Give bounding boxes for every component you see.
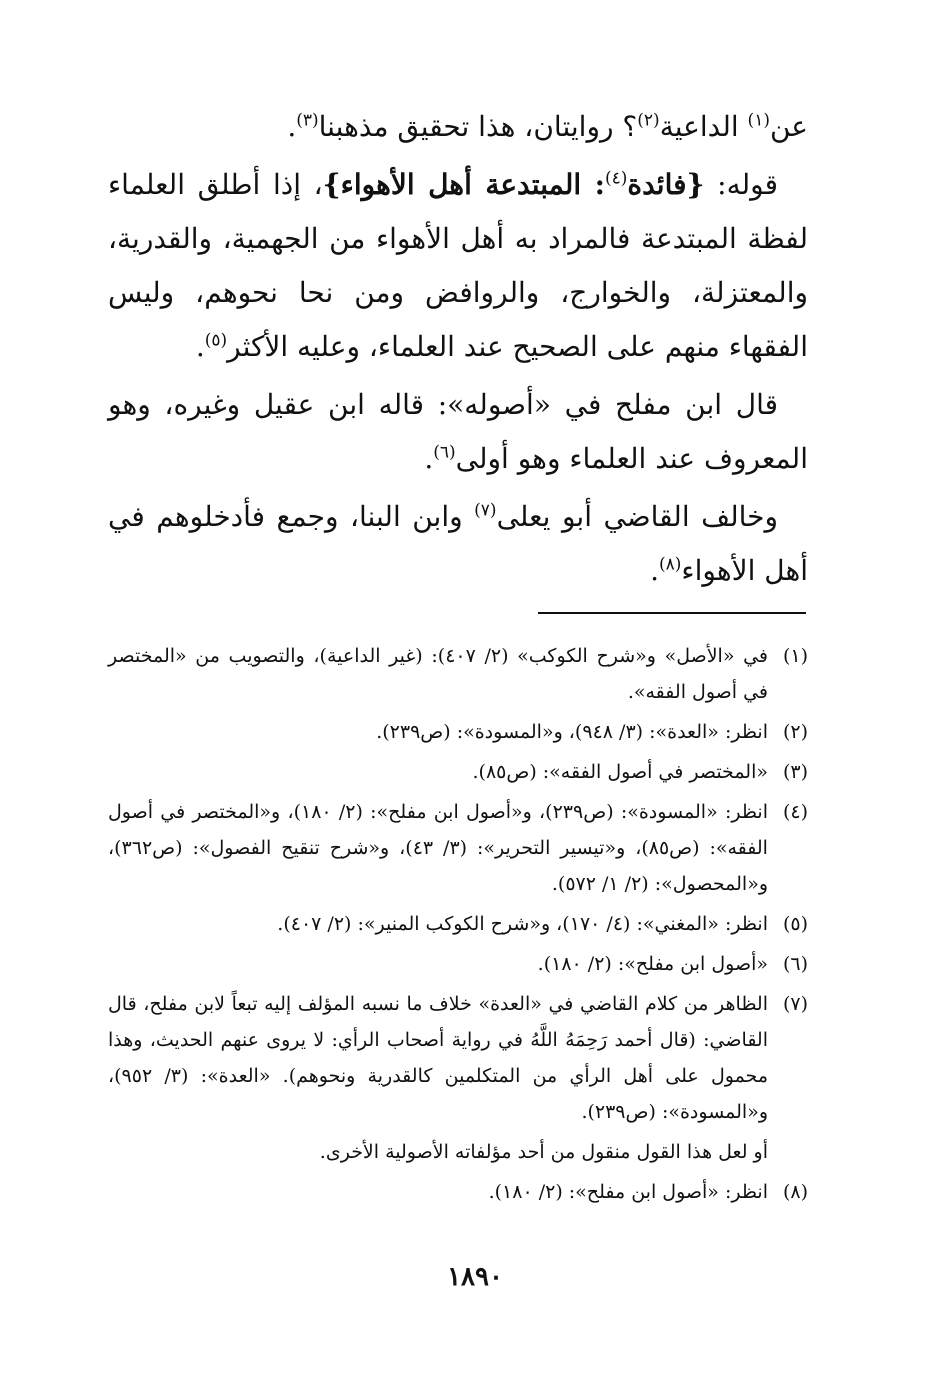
- footnote-separator: [538, 612, 806, 614]
- footnote-text: انظر: «المسودة»: (ص٢٣٩)، و«أصول ابن مفلح»: (٢/ ١٨٠)، و«المختصر في أصول الفقه»: (ص٨٥)، و«تيسير التحرير»: (٣/ ٤٣)، و«شرح تنقيح الفصول»: (ص٣٦٢)، و«المحصول»: (٢/ ١/ ٥٧٢).: [108, 801, 768, 895]
- footnote-ref-1[interactable]: (١): [747, 110, 770, 131]
- footnote-ref-7[interactable]: (٧): [474, 500, 497, 521]
- bold-heading: {فائدة: [627, 168, 705, 201]
- text: ؟ روايتان، هذا تحقيق مذهبنا: [318, 110, 638, 143]
- footnote-3: [108, 754, 808, 790]
- footnote-ref-8[interactable]: (٨): [659, 554, 682, 575]
- bold-heading: : المبتدعة أهل الأهواء}: [322, 168, 605, 201]
- footnote-number: (٧): [782, 993, 808, 1015]
- footnote-text: في «الأصل» و«شرح الكوكب» (٢/ ٤٠٧): (غير الداعية)، والتصويب من «المختصر في أصول الفقه».: [108, 645, 769, 703]
- footnote-6: [108, 946, 808, 982]
- text: عن: [769, 110, 808, 143]
- footnote-5: [108, 906, 808, 942]
- footnote-7: [108, 986, 808, 1130]
- footnote-text: «أصول ابن مفلح»: (٢/ ١٨٠).: [537, 953, 768, 975]
- footnote-4: [108, 794, 808, 902]
- paragraph-4: [108, 490, 808, 598]
- footnote-ref-2[interactable]: (٢): [637, 110, 660, 131]
- main-text: [108, 100, 808, 602]
- text: .: [195, 330, 205, 363]
- footnote-number: (٤): [782, 801, 808, 823]
- footnote-number: (٥): [782, 913, 808, 935]
- footnote-number: (٢): [782, 721, 808, 743]
- footnote-ref-6[interactable]: (٦): [433, 442, 456, 463]
- footnote-number: (١): [782, 645, 808, 667]
- footnote-text: انظر: «المغني»: (٤/ ١٧٠)، و«شرح الكوكب المنير»: (٢/ ٤٠٧).: [277, 913, 768, 935]
- text: وابن البنا، وجمع فأدخلوهم في أهل الأهواء: [108, 500, 808, 587]
- paragraph-3: [108, 378, 808, 486]
- footnote-7-continuation: أو لعل هذا القول منقول من أحد مؤلفاته الأصولية الأخرى.: [319, 1141, 768, 1163]
- footnote-ref-5[interactable]: (٥): [204, 330, 228, 351]
- text: وخالف القاضي أبو يعلى: [496, 500, 778, 533]
- text: قوله:: [704, 168, 778, 201]
- footnote-8: [108, 1174, 808, 1210]
- footnote-ref-3[interactable]: (٣): [296, 110, 319, 131]
- text: .: [424, 442, 434, 475]
- footnote-number: (٣): [782, 761, 808, 783]
- footnote-text: انظر: «أصول ابن مفلح»: (٢/ ١٨٠).: [488, 1181, 768, 1203]
- footnote-1: [108, 638, 808, 710]
- paragraph-2: [108, 158, 808, 374]
- footnote-ref-4[interactable]: (٤): [605, 168, 628, 189]
- text: الداعية: [659, 110, 748, 143]
- footnotes: [108, 638, 808, 1214]
- paragraph-1: [108, 100, 808, 154]
- text: .: [650, 554, 659, 587]
- footnote-text: «المختصر في أصول الفقه»: (ص٨٥).: [472, 761, 768, 783]
- footnote-number: (٨): [782, 1181, 808, 1203]
- text: .: [287, 110, 297, 143]
- footnote-number: (٦): [782, 953, 808, 975]
- footnote-2: [108, 714, 808, 750]
- footnote-text: الظاهر من كلام القاضي في «العدة» خلاف ما نسبه المؤلف إليه تبعاً لابن مفلح، قال القاضي: (قال أحمد رَحِمَهُ اللَّهُ في رواية أصحاب الرأي: لا يروى عنهم الحديث، وهذا محمول على أهل الرأي من المتكلمين كالقدرية ونحوهم). «العدة»: (٣/ ٩٥٢)، و«المسودة»: (ص٢٣٩).: [108, 993, 768, 1123]
- text: قال ابن مفلح في «أصوله»: قاله ابن عقيل وغيره، وهو المعروف عند العلماء وهو أولى: [108, 388, 808, 475]
- footnote-text: انظر: «العدة»: (٣/ ٩٤٨)، و«المسودة»: (ص٢٣٩).: [376, 721, 768, 743]
- page-number: ١٨٩٠: [447, 1262, 503, 1292]
- text: ، إذا أطلق العلماء لفظة المبتدعة فالمراد به أهل الأهواء من الجهمية، والقدرية، والمعتزلة، والخوارج، والروافض ومن نحا نحوهم، وليس الفقهاء منهم على الصحيح عند العلماء، وعليه الأكثر: [108, 168, 808, 363]
